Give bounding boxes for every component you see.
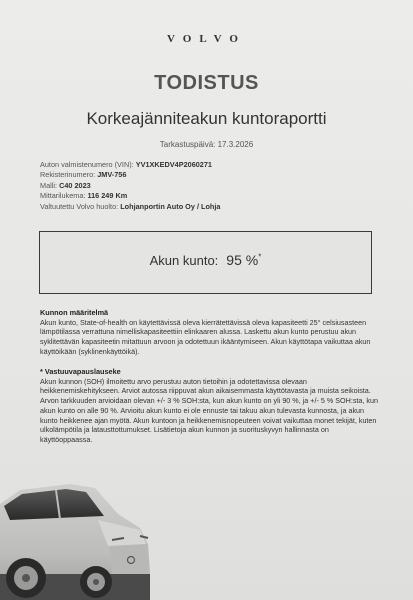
- service-value: Lohjanportin Auto Oy / Lohja: [120, 201, 221, 211]
- vehicle-info: [40, 160, 380, 212]
- odometer-value: 116 249 Km: [87, 191, 128, 201]
- vin-value: YV1XKEDV4P2060271: [135, 160, 212, 169]
- inspection-date: [0, 140, 413, 149]
- battery-health-label: Akun kunto:: [149, 253, 219, 268]
- disclaimer-heading: * Vastuuvapauslauseke: [40, 367, 121, 376]
- battery-health-box: [39, 231, 372, 294]
- info-row-odometer: Mittarilukema: 116 249 Km: [40, 191, 128, 201]
- battery-health-result: [40, 252, 371, 268]
- info-row-vin: Auton valmistenumero (VIN): YV1XKEDV4P2060271: [40, 160, 212, 169]
- definition-section: [40, 308, 380, 357]
- volvo-wordmark: VOLVO: [167, 33, 246, 45]
- page-subtitle: Korkeajänniteakun kuntoraportti: [86, 109, 327, 128]
- page-title: TODISTUS: [154, 72, 259, 94]
- inspection-date-value: 17.3.2026: [217, 140, 254, 149]
- model-value: C40 2023: [59, 180, 91, 190]
- battery-health-value: 95 %: [226, 252, 259, 268]
- volvo-ex40-car-icon: [0, 474, 150, 600]
- disclaimer-text: Akun kunnon (SOH) ilmoitettu arvo perustuu auton tietoihin ja odotettavissa olevaan heikkenemiskehitykseen. Arviot autossa riippuvat akun aikaisemmasta käyttötavasta ja muista seikoista. Arvon tarkkuuden arvioidaan olevan +/- 3 % SOH:sta, kun akun kunto on yli 90 %, ja +/- 5 % SOH:sta, kun akun kunto on alle 90 %. Arvioitu akun kunto ei ole ennuste tai takuu akun tulevasta kunnosta, ja akun kunto heikkenee ajan myötä. Akun kuntoon ja heikkenemisnopeuteen voivat vaikuttaa monet tekijät, kuten ulkolämpötila ja latausttottumukset. Lisätietoja akun kunnon ja suorituskyvyn hallinnasta on käyttöoppaassa.: [40, 376, 378, 444]
- definition-text: Akun kunto, State-of-health on käytettävissä oleva kierrätettävissä oleva kapasiteetti 25° celsiusasteen lämpötilassa verrattuna nimelliskapasiteettiin elinkaaren alussa. Laskettu akun kunto perustuu akun syklitettävän kapasiteetin mitattuun arvoon ja odotettuun ikääntymiseen. Akun käyttötapa vaikuttaa akun käyttöikään (syklinenkäyttöikä).: [40, 317, 371, 356]
- disclaimer-marker: *: [258, 252, 262, 262]
- info-row-model: Malli: C40 2023: [40, 180, 91, 190]
- registration-value: JMV-756: [97, 170, 127, 180]
- info-row-service: Valtuutettu Volvo huolto: Lohjanportin Auto Oy / Lohja: [40, 201, 221, 211]
- inspection-date-label: Tarkastuspäivä:: [159, 140, 216, 149]
- info-row-registration: Rekisterinumero: JMV-756: [40, 170, 127, 180]
- disclaimer-section: [40, 367, 380, 445]
- definition-heading: Kunnon määritelmä: [40, 308, 109, 317]
